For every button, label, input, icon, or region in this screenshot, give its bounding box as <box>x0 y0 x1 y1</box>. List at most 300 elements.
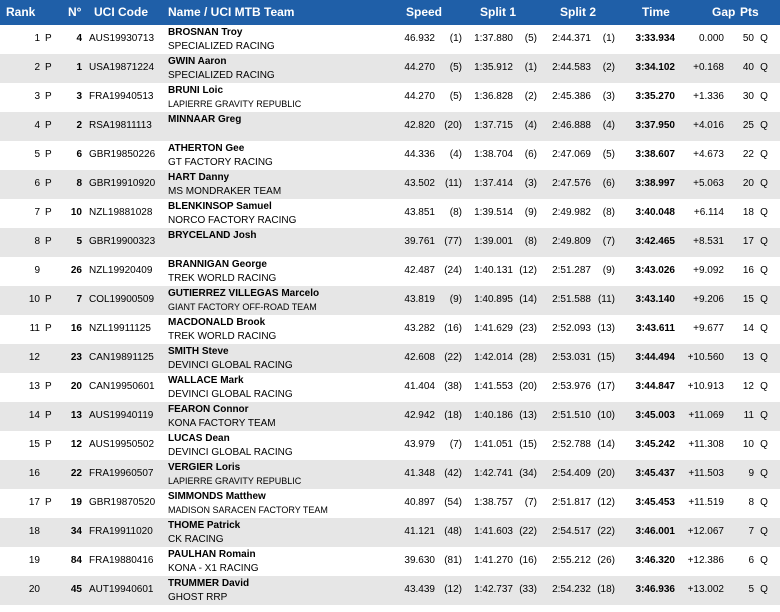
table-row <box>0 489 780 518</box>
qualified-cell: Q <box>760 497 768 508</box>
time-cell: 3:34.102 <box>635 62 675 73</box>
rider-name: ATHERTON Gee <box>168 143 245 154</box>
team-name: GT FACTORY RACING <box>168 157 273 168</box>
uci-code-cell: CAN19950601 <box>89 381 155 392</box>
table-row <box>0 199 780 228</box>
status-cell: P <box>45 323 52 334</box>
uci-code-cell: RSA19811113 <box>89 120 152 131</box>
points-cell: 14 <box>742 323 754 334</box>
speed-cell: 44.270 <box>404 91 435 102</box>
qualified-cell: Q <box>760 555 768 566</box>
team-name: GIANT FACTORY OFF-ROAD TEAM <box>168 302 317 312</box>
split2-cell: 2:52.788 <box>552 439 591 450</box>
split2-rank-cell: (5) <box>602 149 615 160</box>
uci-code-cell: GBR19850226 <box>89 149 156 160</box>
split2-rank-cell: (1) <box>602 33 615 44</box>
speed-rank-cell: (48) <box>444 526 462 537</box>
points-cell: 20 <box>742 178 754 189</box>
rider-name: GWIN Aaron <box>168 56 227 67</box>
split2-rank-cell: (8) <box>602 207 615 218</box>
time-cell: 3:45.003 <box>635 410 675 421</box>
time-cell: 3:38.607 <box>635 149 675 160</box>
gap-cell: +1.336 <box>693 91 724 102</box>
split1-rank-cell: (1) <box>524 62 537 73</box>
split1-rank-cell: (33) <box>519 584 537 595</box>
uci-code-cell: GBR19900323 <box>89 236 156 247</box>
uci-code-cell: AUS19950502 <box>89 439 155 450</box>
time-cell: 3:40.048 <box>635 207 675 218</box>
uci-code-cell: CAN19891125 <box>89 352 154 363</box>
gap-cell: +4.673 <box>693 149 724 160</box>
time-cell: 3:42.465 <box>635 236 675 247</box>
speed-cell: 41.348 <box>404 468 435 479</box>
rank-cell: 4 <box>34 120 40 131</box>
split1-cell: 1:41.553 <box>474 381 513 392</box>
speed-cell: 40.897 <box>404 497 435 508</box>
qualified-cell: Q <box>760 439 768 450</box>
number-cell: 22 <box>70 468 82 479</box>
split1-rank-cell: (8) <box>524 236 537 247</box>
qualified-cell: Q <box>760 381 768 392</box>
points-cell: 10 <box>742 439 754 450</box>
gap-cell: +5.063 <box>693 178 724 189</box>
rank-cell: 7 <box>34 207 40 218</box>
split2-cell: 2:53.031 <box>552 352 591 363</box>
table-row <box>0 373 780 402</box>
split2-cell: 2:44.583 <box>552 62 591 73</box>
header-speed: Speed <box>406 5 443 19</box>
gap-cell: +9.092 <box>693 265 724 276</box>
speed-rank-cell: (16) <box>444 323 462 334</box>
split2-cell: 2:51.588 <box>552 294 591 305</box>
number-cell: 8 <box>76 178 82 189</box>
split1-cell: 1:42.741 <box>474 468 513 479</box>
points-cell: 9 <box>748 468 754 479</box>
uci-code-cell: GBR19870520 <box>89 497 156 508</box>
qualified-cell: Q <box>760 120 768 131</box>
table-row <box>0 141 780 170</box>
header-name-team: Name / UCI MTB Team <box>168 5 295 19</box>
rider-name: MACDONALD Brook <box>168 317 266 328</box>
number-cell: 84 <box>70 555 82 566</box>
points-cell: 50 <box>742 33 754 44</box>
rank-cell: 13 <box>28 381 40 392</box>
time-cell: 3:43.026 <box>635 265 675 276</box>
speed-cell: 43.819 <box>404 294 435 305</box>
points-cell: 11 <box>743 410 754 421</box>
speed-rank-cell: (24) <box>444 265 462 276</box>
rider-name: BRUNI Loic <box>168 85 223 96</box>
rider-name: FEARON Connor <box>168 404 249 415</box>
rider-name: THOME Patrick <box>168 520 241 531</box>
split2-rank-cell: (13) <box>597 323 615 334</box>
qualified-cell: Q <box>760 236 768 247</box>
number-cell: 26 <box>70 265 82 276</box>
time-cell: 3:45.437 <box>635 468 675 479</box>
table-row <box>0 547 780 576</box>
split1-rank-cell: (6) <box>524 149 537 160</box>
rider-name: TRUMMER David <box>168 578 250 589</box>
split2-cell: 2:52.093 <box>552 323 591 334</box>
gap-cell: +11.503 <box>688 468 724 479</box>
speed-cell: 43.851 <box>404 207 435 218</box>
uci-code-cell: GBR19910920 <box>89 178 156 189</box>
table-row <box>0 402 780 431</box>
status-cell: P <box>45 33 52 44</box>
split2-rank-cell: (7) <box>602 236 615 247</box>
split1-cell: 1:41.603 <box>474 526 513 537</box>
points-cell: 40 <box>742 62 754 73</box>
speed-rank-cell: (22) <box>444 352 462 363</box>
speed-cell: 42.942 <box>404 410 435 421</box>
time-cell: 3:44.494 <box>635 352 675 363</box>
team-name: DEVINCI GLOBAL RACING <box>168 360 293 371</box>
header-gap: Gap <box>712 5 736 19</box>
qualified-cell: Q <box>760 294 768 305</box>
status-cell: P <box>45 236 52 247</box>
split1-cell: 1:37.880 <box>474 33 513 44</box>
speed-rank-cell: (11) <box>444 178 462 189</box>
rider-name: BRANNIGAN George <box>168 259 267 270</box>
number-cell: 5 <box>76 236 82 247</box>
rider-name: PAULHAN Romain <box>168 549 256 560</box>
status-cell: P <box>45 91 52 102</box>
header-pts: Pts <box>740 5 759 19</box>
table-row <box>0 112 780 141</box>
team-name: LAPIERRE GRAVITY REPUBLIC <box>168 476 302 486</box>
speed-cell: 43.979 <box>404 439 435 450</box>
table-row <box>0 460 780 489</box>
status-cell: P <box>45 439 52 450</box>
rank-cell: 19 <box>28 555 40 566</box>
points-cell: 7 <box>748 526 754 537</box>
split1-rank-cell: (13) <box>519 410 537 421</box>
split1-cell: 1:39.001 <box>474 236 513 247</box>
rank-cell: 9 <box>34 265 40 276</box>
points-cell: 30 <box>742 91 754 102</box>
number-cell: 34 <box>70 526 82 537</box>
split2-cell: 2:54.232 <box>552 584 591 595</box>
split2-rank-cell: (18) <box>597 584 615 595</box>
split2-rank-cell: (6) <box>602 178 615 189</box>
table-row <box>0 228 780 257</box>
split1-cell: 1:38.757 <box>474 497 513 508</box>
uci-code-cell: NZL19911125 <box>89 323 151 334</box>
qualified-cell: Q <box>760 526 768 537</box>
number-cell: 20 <box>70 381 82 392</box>
status-cell: P <box>45 497 52 508</box>
split2-rank-cell: (3) <box>602 91 615 102</box>
time-cell: 3:37.950 <box>635 120 675 131</box>
qualified-cell: Q <box>760 33 768 44</box>
split2-cell: 2:49.809 <box>552 236 591 247</box>
time-cell: 3:43.140 <box>635 294 675 305</box>
rank-cell: 15 <box>28 439 40 450</box>
split2-rank-cell: (15) <box>597 352 615 363</box>
team-name: GHOST RRP <box>168 592 228 603</box>
speed-rank-cell: (9) <box>449 294 462 305</box>
uci-code-cell: FRA19940513 <box>89 91 154 102</box>
status-cell: P <box>45 178 52 189</box>
gap-cell: +9.677 <box>693 323 724 334</box>
table-row <box>0 431 780 460</box>
number-cell: 16 <box>70 323 82 334</box>
speed-cell: 44.336 <box>404 149 435 160</box>
split1-cell: 1:37.414 <box>474 178 513 189</box>
speed-cell: 41.404 <box>404 381 435 392</box>
split1-rank-cell: (3) <box>524 178 537 189</box>
table-row <box>0 576 780 605</box>
number-cell: 4 <box>76 33 82 44</box>
split1-cell: 1:39.514 <box>474 207 513 218</box>
number-cell: 19 <box>70 497 82 508</box>
speed-cell: 42.608 <box>404 352 435 363</box>
split2-rank-cell: (4) <box>602 120 615 131</box>
split2-rank-cell: (10) <box>597 410 615 421</box>
uci-code-cell: FRA19880416 <box>89 555 154 566</box>
split2-cell: 2:54.517 <box>552 526 591 537</box>
qualified-cell: Q <box>760 323 768 334</box>
speed-cell: 43.282 <box>404 323 435 334</box>
split2-rank-cell: (22) <box>597 526 615 537</box>
rider-name: HART Danny <box>168 172 230 183</box>
rank-cell: 8 <box>34 236 40 247</box>
rank-cell: 5 <box>34 149 40 160</box>
points-cell: 17 <box>742 236 754 247</box>
points-cell: 25 <box>742 120 754 131</box>
split1-rank-cell: (9) <box>524 207 537 218</box>
qualified-cell: Q <box>760 178 768 189</box>
table-row <box>0 315 780 344</box>
number-cell: 1 <box>76 62 82 73</box>
speed-cell: 39.630 <box>404 555 435 566</box>
time-cell: 3:44.847 <box>635 381 675 392</box>
team-name: NORCO FACTORY RACING <box>168 215 297 226</box>
uci-code-cell: FRA19960507 <box>89 468 154 479</box>
split2-rank-cell: (26) <box>597 555 615 566</box>
split1-cell: 1:36.828 <box>474 91 513 102</box>
split2-cell: 2:47.576 <box>552 178 591 189</box>
gap-cell: +9.206 <box>693 294 724 305</box>
points-cell: 16 <box>742 265 754 276</box>
table-row <box>0 25 780 54</box>
team-name: DEVINCI GLOBAL RACING <box>168 447 293 458</box>
split1-cell: 1:41.051 <box>474 439 513 450</box>
qualified-cell: Q <box>760 207 768 218</box>
status-cell: P <box>45 207 52 218</box>
points-cell: 22 <box>742 149 754 160</box>
speed-cell: 46.932 <box>404 33 435 44</box>
split1-cell: 1:35.912 <box>474 62 513 73</box>
team-name: SPECIALIZED RACING <box>168 70 275 81</box>
rank-cell: 3 <box>34 91 40 102</box>
speed-rank-cell: (5) <box>449 62 462 73</box>
split1-rank-cell: (16) <box>519 555 537 566</box>
split2-cell: 2:47.069 <box>552 149 591 160</box>
rank-cell: 10 <box>28 294 40 305</box>
points-cell: 18 <box>742 207 754 218</box>
qualified-cell: Q <box>760 410 768 421</box>
uci-code-cell: NZL19920409 <box>89 265 153 276</box>
status-cell: P <box>45 120 52 131</box>
split2-cell: 2:55.212 <box>552 555 591 566</box>
header-time: Time <box>642 5 670 19</box>
rider-name: VERGIER Loris <box>168 462 241 473</box>
table-row <box>0 54 780 83</box>
split1-rank-cell: (2) <box>524 91 537 102</box>
gap-cell: +8.531 <box>693 236 724 247</box>
gap-cell: +13.002 <box>687 584 724 595</box>
gap-cell: +6.114 <box>693 207 724 218</box>
split1-rank-cell: (15) <box>519 439 537 450</box>
split1-cell: 1:37.715 <box>474 120 513 131</box>
split2-cell: 2:45.386 <box>552 91 591 102</box>
uci-code-cell: AUT19940601 <box>89 584 154 595</box>
speed-rank-cell: (38) <box>444 381 462 392</box>
split1-rank-cell: (34) <box>519 468 537 479</box>
time-cell: 3:33.934 <box>635 33 675 44</box>
split1-cell: 1:40.186 <box>474 410 513 421</box>
split1-rank-cell: (7) <box>524 497 537 508</box>
split1-rank-cell: (4) <box>524 120 537 131</box>
time-cell: 3:45.242 <box>635 439 675 450</box>
speed-rank-cell: (54) <box>444 497 462 508</box>
uci-code-cell: FRA19911020 <box>89 526 153 537</box>
team-name: KONA FACTORY TEAM <box>168 418 276 429</box>
split1-rank-cell: (22) <box>519 526 537 537</box>
split1-cell: 1:42.014 <box>474 352 513 363</box>
split1-cell: 1:42.737 <box>474 584 513 595</box>
team-name: LAPIERRE GRAVITY REPUBLIC <box>168 99 302 109</box>
speed-cell: 44.270 <box>404 62 435 73</box>
gap-cell: +0.168 <box>693 62 724 73</box>
uci-code-cell: AUS19940119 <box>89 410 154 421</box>
speed-rank-cell: (7) <box>449 439 462 450</box>
rank-cell: 11 <box>29 323 40 334</box>
points-cell: 12 <box>742 381 754 392</box>
speed-rank-cell: (20) <box>444 120 462 131</box>
split2-rank-cell: (12) <box>597 497 615 508</box>
gap-cell: +12.067 <box>687 526 724 537</box>
split2-cell: 2:51.510 <box>552 410 591 421</box>
speed-rank-cell: (8) <box>449 207 462 218</box>
rider-name: SIMMONDS Matthew <box>168 491 266 502</box>
rider-name: SMITH Steve <box>168 346 229 357</box>
qualified-cell: Q <box>760 352 768 363</box>
gap-cell: +10.560 <box>687 352 724 363</box>
gap-cell: +10.913 <box>687 381 724 392</box>
team-name: MS MONDRAKER TEAM <box>168 186 282 197</box>
team-name: KONA - X1 RACING <box>168 563 259 574</box>
speed-cell: 43.502 <box>404 178 435 189</box>
split1-cell: 1:40.895 <box>474 294 513 305</box>
split1-rank-cell: (14) <box>519 294 537 305</box>
rank-cell: 17 <box>28 497 40 508</box>
speed-rank-cell: (18) <box>444 410 462 421</box>
rank-cell: 14 <box>28 410 40 421</box>
time-cell: 3:46.320 <box>635 555 675 566</box>
rider-name: BROSNAN Troy <box>168 27 243 38</box>
time-cell: 3:46.936 <box>635 584 675 595</box>
speed-cell: 42.820 <box>404 120 435 131</box>
table-row <box>0 344 780 373</box>
split2-rank-cell: (14) <box>597 439 615 450</box>
rank-cell: 2 <box>34 62 40 73</box>
split1-cell: 1:41.270 <box>474 555 513 566</box>
team-name: MADISON SARACEN FACTORY TEAM <box>168 505 328 515</box>
qualified-cell: Q <box>760 265 768 276</box>
qualified-cell: Q <box>760 584 768 595</box>
speed-rank-cell: (77) <box>444 236 462 247</box>
rank-cell: 12 <box>28 352 40 363</box>
speed-cell: 41.121 <box>404 526 435 537</box>
split1-rank-cell: (20) <box>519 381 537 392</box>
split2-cell: 2:51.817 <box>552 497 591 508</box>
speed-rank-cell: (1) <box>449 33 462 44</box>
speed-cell: 42.487 <box>404 265 435 276</box>
number-cell: 3 <box>76 91 82 102</box>
split2-cell: 2:54.409 <box>552 468 591 479</box>
gap-cell: +4.016 <box>693 120 724 131</box>
rider-name: MINNAAR Greg <box>168 114 242 125</box>
table-header <box>0 0 780 25</box>
number-cell: 6 <box>76 149 82 160</box>
table-row <box>0 83 780 112</box>
team-name: TREK WORLD RACING <box>168 273 277 284</box>
speed-cell: 43.439 <box>404 584 435 595</box>
team-name: CK RACING <box>168 534 224 545</box>
speed-rank-cell: (42) <box>444 468 462 479</box>
split2-cell: 2:46.888 <box>552 120 591 131</box>
points-cell: 15 <box>742 294 754 305</box>
header-number: N° <box>68 5 82 19</box>
rider-name: LUCAS Dean <box>168 433 230 444</box>
speed-rank-cell: (5) <box>449 91 462 102</box>
header-split2: Split 2 <box>560 5 597 19</box>
qualified-cell: Q <box>760 149 768 160</box>
speed-cell: 39.761 <box>404 236 435 247</box>
number-cell: 13 <box>70 410 82 421</box>
rider-name: BLENKINSOP Samuel <box>168 201 272 212</box>
points-cell: 5 <box>748 584 754 595</box>
table-row <box>0 170 780 199</box>
gap-cell: +11.519 <box>688 497 724 508</box>
split1-cell: 1:40.131 <box>474 265 513 276</box>
gap-cell: 0.000 <box>698 33 724 44</box>
uci-code-cell: NZL19881028 <box>89 207 153 218</box>
time-cell: 3:45.453 <box>635 497 675 508</box>
status-cell: P <box>45 294 52 305</box>
points-cell: 6 <box>748 555 754 566</box>
speed-rank-cell: (4) <box>449 149 462 160</box>
header-split1: Split 1 <box>480 5 517 19</box>
rank-cell: 18 <box>28 526 40 537</box>
rider-name: WALLACE Mark <box>168 375 244 386</box>
number-cell: 45 <box>70 584 82 595</box>
uci-code-cell: COL19900509 <box>89 294 155 305</box>
number-cell: 2 <box>76 120 82 131</box>
points-cell: 8 <box>748 497 754 508</box>
rider-name: GUTIERREZ VILLEGAS Marcelo <box>168 288 320 299</box>
number-cell: 12 <box>70 439 82 450</box>
team-name: DEVINCI GLOBAL RACING <box>168 389 293 400</box>
split2-rank-cell: (2) <box>602 62 615 73</box>
qualified-cell: Q <box>760 91 768 102</box>
rank-cell: 20 <box>28 584 40 595</box>
rider-name: BRYCELAND Josh <box>168 230 257 241</box>
split1-rank-cell: (28) <box>519 352 537 363</box>
header-rank: Rank <box>6 5 36 19</box>
